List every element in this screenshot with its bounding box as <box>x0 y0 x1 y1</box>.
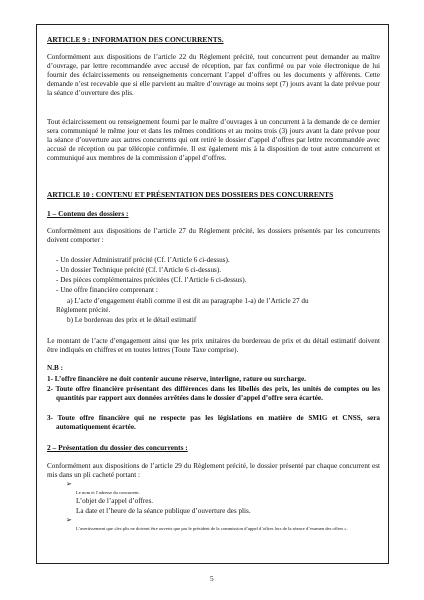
page-number: 5 <box>210 574 214 583</box>
nb-item-1: 1- L’offre financière ne doit contenir aucune réserve, interligne, rature ou surcharge. <box>47 375 306 383</box>
article-10-heading: ARTICLE 10 : CONTENU ET PRÉSENTATION DES DOSSIERS DES CONCURRENTS <box>47 190 334 199</box>
sub-item-b: b) Le bordereau des prix et le détail estimatif <box>67 316 197 324</box>
list-item: - Une offre financière comprenant : <box>56 286 158 294</box>
article-9-heading: ARTICLE 9 : INFORMATION DES CONCURRENTS. <box>47 35 224 44</box>
amount-note: Le montant de l’acte d’engagement ainsi que les prix unitaires du bordereau de prix et du détail estimatif doivent être indiqués en chiffres et en toutes lettres (Toute Taxe comprise). <box>47 337 380 355</box>
section-2-heading: 2 – Présentation du dossier des concurrents : <box>47 443 188 452</box>
section-1-heading: 1 – Contenu des dossiers : <box>47 209 129 218</box>
article-9-paragraph-2: Tout éclaircissement ou renseignement fourni par le maître d’ouvrages à un concurrent à la demande de ce dernier sera communiqué le même jour et dans les mêmes conditions et au moins trois (3) jours avant la date prévue pour la séance d’ouverture aux autres concurrents qui ont retiré le dossier d’appel d’offres par lettre recommandée avec accusé de réception ou par télécopie confirmée. Il est également mis à la disposition de tout autre concurrent et communiqué aux membres de la commission d’appel d’offres. <box>47 118 380 163</box>
arrow-item-2: L’objet de l’appel d’offres. <box>76 497 154 505</box>
list-item: - Un dossier Administratif précité (Cf. l’Article 6 ci-dessus). <box>56 256 230 264</box>
sub-item-a: a) L’acte d’engagement établi comme il est dit au paragraphe 1-a) de l’Article 27 du <box>67 297 309 305</box>
nb-item-3: 3- Toute offre financière qui ne respecte pas les législations en matière de SMIG et CNSS, sera automatiquement écartée. <box>47 414 380 432</box>
arrow-item-1: Le nom et l’adresse du concurrent. <box>76 490 140 495</box>
section-2-intro: Conformément aux dispositions de l’article 29 du Règlement précité, le dossier présenté par chaque concurrent est mis dans un pli cacheté portant : <box>47 462 380 480</box>
nb-item-2: 2- Toute offre financière présentant des différences dans les libellés des prix, les unités de comptes ou les quantités par rapport aux données arrêtées dans le dossier d’appel d’offre sera écartée. <box>47 385 380 403</box>
section-1-intro: Conformément aux dispositions de l’article 27 du Règlement précité, les dossiers présentés par les concurrents doivent comporter : <box>47 227 380 245</box>
arrow-bullet-icon: ➢ <box>66 516 72 524</box>
arrow-bullet-icon: ➢ <box>66 480 72 488</box>
article-9-paragraph-1: Conformément aux dispositions de l’article 22 du Règlement précité, tout concurrent peut demander au maître d’ouvrage, par lettre recommandée avec accusé de réception, par fax confirmé ou par voie électronique de lui fournir des éclaircissements ou renseignements concernant l’appel d’offres ou les documents y afférents. Cette demande n’est recevable que si elle parvient au maître d’ouvrage au moins sept (7) jours avant la date prévue pour la séance d’ouverture des plis. <box>47 53 380 98</box>
page-border <box>36 24 389 564</box>
nb-label: N.B : <box>47 364 63 372</box>
sub-item-a-continued: Règlement précité. <box>56 306 111 314</box>
list-item: - Des pièces complémentaires précitées (Cf. l’Article 6 ci-dessus). <box>56 276 247 284</box>
arrow-item-3: La date et l’heure de la séance publique d’ouverture des plis. <box>76 507 251 515</box>
list-item: - Un dossier Technique précité (Cf. l’Article 6 ci-dessus). <box>56 266 222 274</box>
warning-note: L’avertissement que «les plis ne doivent être ouverts que par le président de la commission d’appel d’offres lors de la séance d’examen des offres ». <box>76 526 348 531</box>
